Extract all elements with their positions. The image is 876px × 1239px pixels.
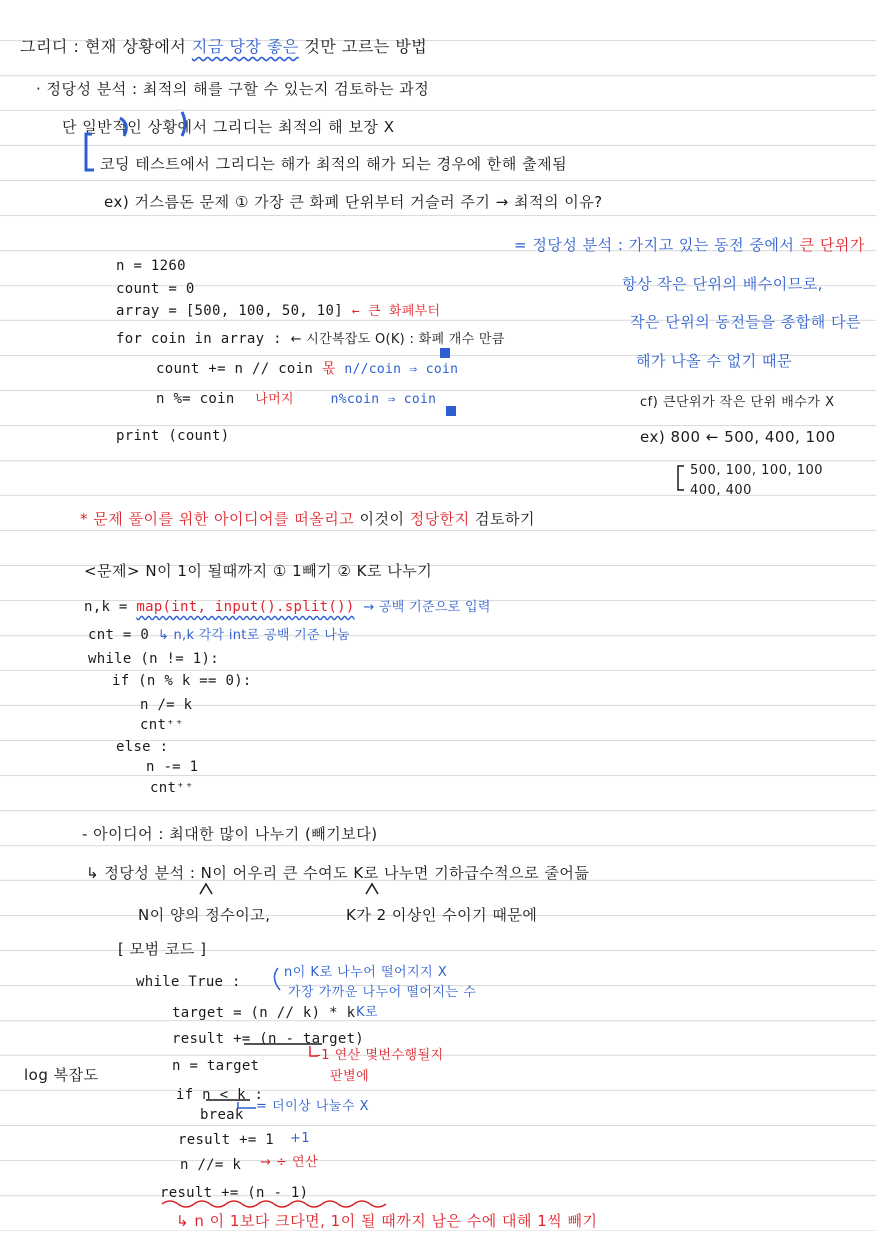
idea-word-3: 이것이 (359, 510, 405, 528)
code-array-text: array = [500, 100, 50, 10] (116, 303, 343, 319)
reason-n-positive: N이 양의 정수이고, (138, 906, 271, 924)
code-for-note: ← 시간복잡도 O(K) : 화폐 개수 만큼 (290, 332, 505, 347)
code-n-mod-text: n %= coin (156, 391, 235, 407)
greedy-highlight: 지금 당장 좋은 (191, 37, 299, 56)
code-map-rhs: map(int, input().split()) (136, 599, 355, 615)
right-note-option-1: 500, 100, 100, 100 (690, 463, 824, 478)
note-plus-one: +1 (290, 1131, 311, 1146)
code-divide: n /= k (140, 697, 193, 713)
note-divide-op: → ÷ 연산 (260, 1155, 319, 1170)
code-cnt-inc-2: cnt⁺⁺ (150, 780, 194, 796)
code-cnt (88, 626, 350, 645)
model-code-title: [ 모범 코드 ] (118, 940, 207, 958)
blue-box-mark-2 (446, 406, 456, 416)
justification-divide: ↳ 정당성 분석 : N이 어우리 큰 수여도 K로 나누면 기하급수적으로 줄어듦 (86, 864, 590, 882)
code-target: target = (n // k) * k (172, 1005, 356, 1021)
idea-star: * 문제 풀이를 위한 (80, 510, 209, 528)
code-else: else : (116, 739, 169, 755)
right-note-1-highlight: 큰 단위가 (799, 236, 865, 254)
note-not-guaranteed: 단 일반적인 상황에서 그리디는 최적의 해 보장 X (62, 118, 395, 136)
idea-word-5: 검토하기 (475, 510, 535, 528)
code-count-add-text: count += n // coin (156, 361, 314, 377)
code-decrement: n -= 1 (146, 759, 199, 775)
code-while-true: while True : (136, 974, 241, 990)
code-if: if (n % k == 0): (112, 673, 252, 689)
example-bracket (678, 466, 684, 490)
note-by-k: K로 (356, 1005, 379, 1020)
greedy-definition: 그리디 : 현재 상황에서 (20, 37, 187, 56)
heading-greedy (20, 38, 427, 56)
code-if-nk: if n < k : (176, 1087, 264, 1103)
right-note-1-text: = 정당성 분석 : 가지고 있는 동전 중에서 (514, 236, 795, 254)
code-cnt-note: ↳ n,k 각각 int로 공백 기준 나눔 (157, 628, 351, 643)
blue-box-mark-1 (440, 348, 450, 358)
code-quotient-note: 몫 (321, 361, 336, 377)
code-array-note: ← 큰 화폐부터 (351, 304, 441, 319)
code-n: n = 1260 (116, 258, 186, 274)
code-cnt-text: cnt = 0 (88, 627, 150, 643)
problem-title: <문제> N이 1이 될때까지 ① 1빼기 ② K로 나누기 (84, 562, 433, 580)
code-remainder-blue: n%coin ⇒ coin (330, 392, 437, 407)
right-note-option-2: 400, 400 (690, 483, 752, 498)
code-array (116, 302, 440, 321)
example-change-problem: ex) 거스름돈 문제 ① 가장 큰 화폐 단위부터 거슬러 주기 → 최적의 이유? (104, 193, 603, 211)
note-cannot-divide: = 더이상 나눌수 X (256, 1099, 370, 1114)
right-note-3: 작은 단위의 동전들을 종합해 다른 (630, 313, 861, 331)
code-while: while (n != 1): (88, 651, 219, 667)
code-map-note: → 공백 기준으로 입력 (363, 600, 491, 615)
code-result-inc: result += 1 (178, 1132, 275, 1148)
code-map-input (84, 598, 491, 617)
idea-word-4: 정당한지 (409, 510, 470, 528)
blue-bracket-left (86, 134, 94, 170)
log-complexity-note: log 복잡도 (24, 1066, 99, 1084)
code-for (116, 330, 505, 349)
code-result-add: result += (n - target) (172, 1031, 365, 1047)
code-final-result: result += (n - 1) (160, 1185, 309, 1201)
code-count: count = 0 (116, 281, 195, 297)
justification-line: · 정당성 분석 : 최적의 해를 구할 수 있는지 검토하는 과정 (36, 80, 430, 98)
code-n-target: n = target (172, 1058, 260, 1074)
right-note-cf: cf) 큰단위가 작은 단위 배수가 X (640, 395, 835, 410)
code-quotient-blue: n//coin ⇒ coin (344, 362, 459, 377)
right-note-2: 항상 작은 단위의 배수이므로, (622, 275, 823, 293)
blue-hook-note (274, 968, 280, 990)
note-nearest-divisible: 가장 가까운 나누어 떨어지는 수 (288, 985, 477, 1000)
code-map-lhs: n,k = (84, 599, 137, 615)
reason-k-ge-2: K가 2 이상인 수이기 때문에 (346, 906, 538, 924)
caret-n (200, 884, 212, 894)
code-for-text: for coin in array : (116, 331, 282, 347)
code-n-mod (156, 390, 436, 409)
note-minus-count: -1 연산 몇번수행될지 (316, 1048, 444, 1063)
idea-divide-most: - 아이디어 : 최대한 많이 나누기 (빼기보다) (82, 825, 378, 843)
note-judge: 판별에 (330, 1069, 370, 1084)
code-count-add (156, 360, 458, 379)
note-coding-test: 코딩 테스트에서 그리디는 해가 최적의 해가 되는 경우에 한해 출제됨 (100, 155, 568, 173)
idea-word-2: 떠올리고 (294, 510, 355, 528)
note-final-explanation: ↳ n 이 1보다 크다면, 1이 될 때까지 남은 수에 대해 1씩 빼기 (176, 1212, 598, 1230)
idea-word-1: 아이디어를 (214, 510, 289, 528)
caret-k (366, 884, 378, 894)
idea-heading (80, 510, 535, 528)
code-break: break (200, 1107, 244, 1123)
code-remainder-note: 나머지 (255, 392, 294, 407)
right-note-ex: ex) 800 ← 500, 400, 100 (640, 428, 836, 446)
note-not-divisible: n이 K로 나누어 떨어지지 X (284, 965, 448, 980)
right-note-4: 해가 나올 수 없기 때문 (636, 352, 792, 370)
code-n-floor: n //= k (180, 1157, 242, 1173)
code-cnt-inc-1: cnt⁺⁺ (140, 717, 184, 733)
code-print: print (count) (116, 428, 230, 444)
greedy-definition-end: 것만 고르는 방법 (304, 37, 428, 56)
right-note-1 (514, 236, 865, 254)
